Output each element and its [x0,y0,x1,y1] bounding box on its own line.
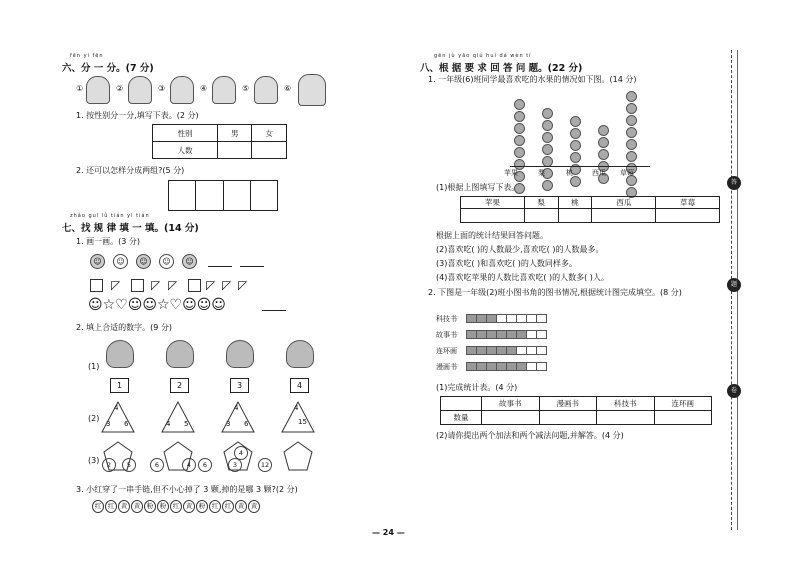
answer-cell[interactable] [196,181,223,211]
girl-icon [170,76,194,104]
circle-num: 4 [182,458,196,472]
kid-number: ③ [158,84,166,93]
cell: 性别 [153,125,218,142]
smile-face-icon: ☺ [159,254,174,269]
fruit-dot [514,99,525,110]
group-table [168,180,278,211]
cell: 漫画书 [539,397,597,411]
fruit-dot [626,151,637,162]
answer-cell[interactable] [597,411,655,425]
fruit-label: 西瓜 [592,169,606,177]
boy-icon [86,76,110,104]
tri-num: 4 [294,404,299,412]
fruit-dot [542,156,553,167]
fruit-column [624,90,638,199]
circle-num: 5 [122,458,136,472]
smile-face-icon: ☺ [90,254,105,269]
fruit-dot [626,127,637,138]
circle-num: 12 [258,458,272,472]
s8-pinyin: gēn jù yāo qiú huí dá wèn tí [434,53,532,59]
boy-icon [128,76,152,104]
triangle-icon: ◸ [238,278,248,292]
smile-icon: ☺ [142,297,157,313]
square-icon [90,279,103,292]
fruit-dot [598,125,609,136]
section8-title: 八、根 据 要 求 回 答 问 题。(22 分) [420,63,583,74]
circle-num: 6 [198,458,212,472]
label: (2) [88,414,100,423]
bead: 黄 [131,500,143,513]
cell: 人数 [153,142,218,159]
square-icon [188,279,201,292]
fruit-label: 苹果 [504,169,518,177]
bar-cell [536,346,547,355]
teacher-icon [298,74,326,106]
book-chart [436,314,566,378]
tri-num: 4 [234,404,239,412]
smile-icon: ☺ [88,297,103,313]
bar-cell [536,330,547,339]
bead: 黄 [118,500,130,513]
answer-cell[interactable] [654,411,712,425]
fruit-dot [598,149,609,160]
triangle-icon: ◸ [206,278,216,292]
fruit-dot [570,128,581,139]
answer-cell[interactable] [592,209,656,223]
smile-icon: ☺ [127,297,143,313]
answer-cell[interactable] [539,411,597,425]
girl-icon [254,76,278,104]
star-icon: ☆ [156,297,170,313]
fruit-label: 梨 [538,169,545,177]
pentagon-shapes [100,440,340,476]
cell [441,397,482,411]
flower-icon [106,340,134,368]
kids-row [76,74,336,108]
kid-number: ⑥ [284,84,292,93]
s7-q1: 1. 画一画。(3 分) [76,237,141,246]
section6-title: 六、分 一 分。(7 分) [62,63,154,74]
pot-number: 3 [230,378,249,393]
answer-cell[interactable] [169,181,196,211]
book-bar [466,362,546,371]
book-table [440,396,712,425]
bead: 红 [222,500,234,513]
cell: 数量 [441,411,482,425]
bead: 粉 [144,500,156,513]
answer-cell[interactable] [250,181,277,211]
s7-q3: 3. 小红穿了一串手链,但不小心掉了 3 颗,掉的是哪 3 颗?(2 分) [76,485,298,494]
bead: 黄 [248,500,260,513]
kid-number: ④ [200,84,208,93]
cell: 男 [217,125,252,142]
fruit-dot [570,140,581,151]
bead: 粉 [157,500,169,513]
book-label: 故事书 [436,331,457,339]
fruit-dot [570,116,581,127]
fruit-dot [542,120,553,131]
s6-q1: 1. 按性别分一分,填写下表。(2 分) [76,111,199,120]
heart-icon: ♡ [115,297,128,313]
s8-sub4: (2)请你提出两个加法和两个减法问题,并解答。(4 分) [436,431,624,440]
answer-cell[interactable] [252,142,287,159]
answer-cell[interactable] [524,209,558,223]
side-mark: 题 [727,278,741,292]
kid-number: ① [76,84,84,93]
fruit-dot [514,111,525,122]
fruit-dot [542,144,553,155]
answer-blank[interactable] [208,266,232,267]
fruit-dot [514,135,525,146]
gender-table [152,124,287,159]
s8-sub3: (1)完成统计表。(4 分) [436,383,518,392]
tri-num: 3 [106,420,111,428]
tri-num: 5 [184,420,189,428]
label: (3) [88,456,100,465]
answer-blank[interactable] [262,310,286,311]
fruit-column [540,107,554,192]
bead: 红 [92,500,104,513]
cell: 苹果 [461,197,525,209]
smile-icon: ☺ [196,297,212,313]
s8-sub1: (1)根据上图填写下表。 [436,183,520,192]
fruit-dot [598,137,609,148]
triangle-icon: ◸ [168,278,178,292]
side-mark: 答 [727,176,741,190]
answer-cell[interactable] [558,209,592,223]
smile-face-icon: ☺ [113,254,128,269]
flower-icon [166,340,194,368]
bead: 红 [105,500,117,513]
s6-q2: 2. 还可以怎样分成两组?(5 分) [76,166,185,175]
book-label: 连环画 [436,347,457,355]
bead: 黄 [235,500,247,513]
fruit-dot [542,108,553,119]
smile-icon: ☺ [211,297,226,313]
side-mark: 卷 [727,384,741,398]
answer-cell[interactable] [223,181,250,211]
tri-num: 6 [124,420,129,428]
fruit-dot [626,115,637,126]
s7-pinyin: zhǎo guī lǜ tián yi tián [70,213,150,219]
book-label: 科技书 [436,315,457,323]
tri-num: 4 [114,404,119,412]
circle-num: 4 [234,446,248,460]
fruit-dot [542,132,553,143]
page-number: — 24 — [372,528,405,537]
bar-cell [536,362,547,371]
fruit-dot [542,180,553,191]
fruit-dot [626,91,637,102]
cell: 梨 [524,197,558,209]
answer-blank[interactable] [240,266,264,267]
heart-icon: ♡ [169,297,183,313]
book-bar [466,330,546,339]
triangle-icon: ◸ [222,278,232,292]
tri-num: 6 [244,420,249,428]
boy-icon [212,76,236,104]
pot-number: 1 [110,378,129,393]
triangle-shapes [100,400,340,434]
fruit-dot [514,123,525,134]
fruit-table [460,196,720,223]
kid-number: ⑤ [242,84,250,93]
pot-number: 4 [290,378,309,393]
square-icon [131,279,144,292]
cell: 西瓜 [592,197,656,209]
flower-icon [226,340,254,368]
cell: 连环画 [654,397,712,411]
cell: 桃 [558,197,592,209]
answer-cell[interactable] [461,209,525,223]
star-icon: ☆ [102,297,116,313]
s8-line: (2)喜欢吃( )的人数最少,喜欢吃( )的人数最多。 [436,245,604,254]
triangle-icon: ◸ [151,278,161,292]
bead: 红 [170,500,182,513]
answer-cell[interactable] [656,209,720,223]
bead: 粉 [196,500,208,513]
pot-number: 2 [170,378,189,393]
circle-num: 6 [150,458,164,472]
s8-q2: 2. 下图是一年级(2)班小图书角的图书情况,根据统计图完成填空。(8 分) [428,288,682,297]
fruit-dot [626,103,637,114]
fruit-dot [514,147,525,158]
s8-sub2: 根据上面的统计结果回答问题。 [436,231,548,240]
book-bar [466,346,546,355]
book-bar [466,314,546,323]
bead: 红 [209,500,221,513]
fruit-label: 草莓 [620,169,634,177]
smile-face-icon: ☺ [182,254,197,269]
smile-icon: ☺ [182,297,197,313]
cell: 女 [252,125,287,142]
kid-number: ② [116,84,124,93]
bead: 黄 [183,500,195,513]
circle-num: 2 [102,458,116,472]
book-label: 漫画书 [436,363,457,371]
tri-num: 3 [226,420,231,428]
bar-cell [536,314,547,323]
cell: 草莓 [656,197,720,209]
s8-line: (3)喜欢吃( )和喜欢吃( )的人数同样多。 [436,259,577,268]
s8-line: (4)喜欢吃苹果的人数比喜欢吃( )的人数多( )人。 [436,273,609,282]
fruit-column [512,98,526,195]
answer-cell[interactable] [217,142,252,159]
fruit-dot [626,139,637,150]
flower-icon [286,340,314,368]
circle-num: 3 [228,458,242,472]
smile-face-icon: ☺ [136,254,151,269]
tri-num: 4 [166,420,171,428]
bracelet [92,500,332,514]
triangle-icon: ◸ [111,278,121,292]
axis-line [510,166,650,167]
fruit-chart [510,90,650,170]
label: (1) [88,362,100,371]
cell: 科技书 [597,397,655,411]
tri-num: 15 [298,418,307,426]
s7-q2: 2. 填上合适的数字。(9 分) [76,323,173,332]
section7-title: 七、找 规 律 填 一 填。(14 分) [62,223,199,234]
answer-cell[interactable] [482,411,540,425]
fruit-dot [570,152,581,163]
fruit-label: 桃 [566,169,573,177]
cell: 故事书 [482,397,540,411]
s6-pinyin: fēn yi fēn [70,53,104,59]
s8-q1: 1. 一年级(6)班同学最喜欢吃的水果的情况如下图。(14 分) [428,75,637,84]
